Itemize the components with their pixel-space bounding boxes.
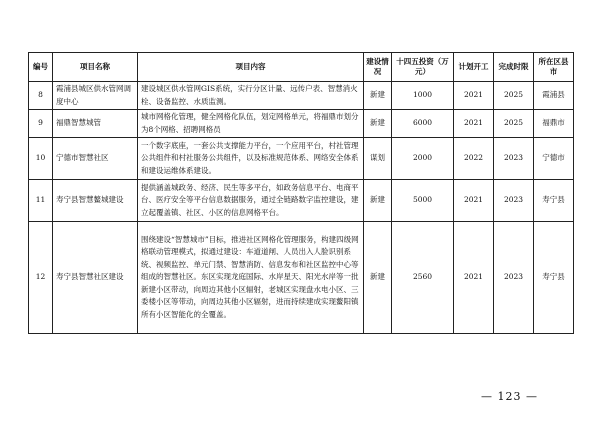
cell-start-year: 2021	[454, 180, 494, 222]
header-county: 所在区县市	[534, 53, 574, 82]
cell-start-year: 2021	[454, 82, 494, 110]
cell-number: 8	[29, 82, 53, 110]
cell-finish-year: 2025	[494, 82, 534, 110]
cell-project-content: 城市网格化管理，健全网格化队伍，划定网格单元，将福鼎市划分为8个网格、招聘网格员	[138, 110, 364, 138]
table-row	[29, 138, 574, 180]
cell-status: 谋划	[364, 138, 392, 180]
cell-finish-year: 2023	[494, 180, 534, 222]
cell-investment: 2560	[392, 222, 454, 334]
cell-number: 12	[29, 222, 53, 334]
project-table	[28, 52, 574, 334]
cell-project-name: 霞浦县城区供水管网调度中心	[53, 82, 138, 110]
table-row	[29, 82, 574, 110]
cell-project-name: 寿宁县智慧社区建设	[53, 222, 138, 334]
cell-county: 霞浦县	[534, 82, 574, 110]
page-number: — 123 —	[481, 390, 538, 403]
cell-start-year: 2021	[454, 110, 494, 138]
cell-number: 9	[29, 110, 53, 138]
table-header-row	[29, 53, 574, 82]
cell-investment: 6000	[392, 110, 454, 138]
cell-number: 10	[29, 138, 53, 180]
table-row	[29, 110, 574, 138]
header-completion: 完成时限	[494, 53, 534, 82]
cell-investment: 5000	[392, 180, 454, 222]
header-project-content: 项目内容	[138, 53, 364, 82]
cell-county: 福鼎市	[534, 110, 574, 138]
cell-start-year: 2021	[454, 222, 494, 334]
cell-project-content: 提供涵盖城政务、经济、民生等多平台，如政务信息平台、电商平台、医疗安全等平台信息数据服务，通过全链路数字监控建设，建立起覆盖镇、社区、小区的信息网格平台。	[138, 180, 364, 222]
cell-finish-year: 2023	[494, 138, 534, 180]
cell-status: 新建	[364, 180, 392, 222]
cell-status: 新建	[364, 82, 392, 110]
header-number: 编号	[29, 53, 53, 82]
cell-county: 寿宁县	[534, 222, 574, 334]
cell-status: 新建	[364, 222, 392, 334]
cell-project-content: 一个数字底座，一套公共支撑能力平台，一个应用平台，村社管理公共组件和村社服务公共组件，以及标准规范体系、网络安全体系和建设运维体系建设。	[138, 138, 364, 180]
header-status: 建设情况	[364, 53, 392, 82]
header-planned-start: 计划开工	[454, 53, 494, 82]
cell-status: 新建	[364, 110, 392, 138]
cell-county: 宁德市	[534, 138, 574, 180]
cell-number: 11	[29, 180, 53, 222]
cell-project-content: 建设城区供水管网GIS系统，实行分区计量、远传户表、智慧消火栓、设备监控、水质监测。	[138, 82, 364, 110]
cell-start-year: 2022	[454, 138, 494, 180]
cell-investment: 2000	[392, 138, 454, 180]
header-project-name: 项目名称	[53, 53, 138, 82]
cell-finish-year: 2023	[494, 222, 534, 334]
cell-investment: 1000	[392, 82, 454, 110]
cell-project-name: 寿宁县智慧鳌城建设	[53, 180, 138, 222]
cell-project-name: 福鼎智慧城管	[53, 110, 138, 138]
cell-project-name: 宁德市智慧社区	[53, 138, 138, 180]
cell-county: 寿宁县	[534, 180, 574, 222]
header-investment: 十四五投资（万元）	[392, 53, 454, 82]
cell-finish-year: 2025	[494, 110, 534, 138]
table-row	[29, 222, 574, 334]
cell-project-content: 围绕建设“智慧城市”目标，推进社区网格化管理服务，构建四级网格联动管理模式，拟通过建设：车道道闸、人员出入人脸识别系统、视频监控、单元门禁、智慧消防、信息发布和社区监控中心等组成的智慧社区。东区实现龙庭国际、水岸星天、阳光水岸等一批新建小区带动，向周边其他小区辐射，老城区实现盘水电小区、三委楼小区等带动，向周边其他小区辐射，进而持续建成实现鳌阳镇所有小区智能化的全覆盖。	[138, 222, 364, 334]
table-row	[29, 180, 574, 222]
